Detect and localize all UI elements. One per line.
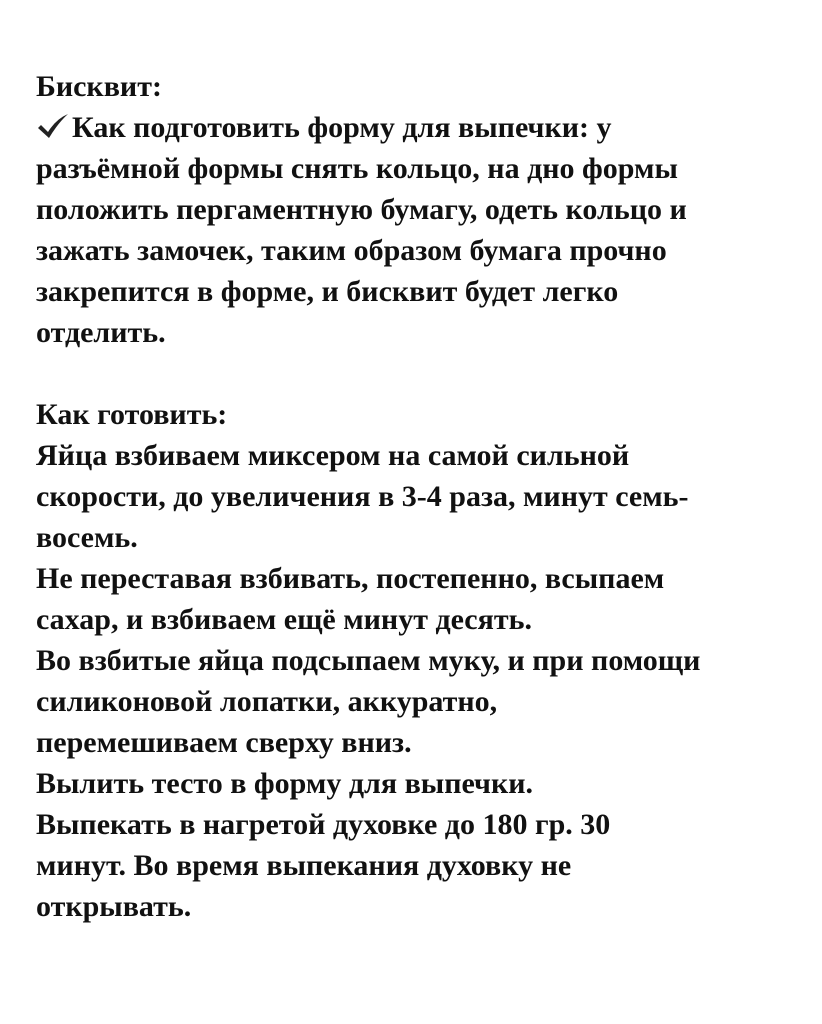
prep-line [36,107,792,148]
prep-line: разъёмной формы снять кольцо, на дно формы [36,152,678,185]
method-line: открывать. [36,890,192,923]
method-line: сахар, и взбиваем ещё минут десять. [36,603,532,636]
method-line: Выпекать в нагретой духовке до 180 гр. 30 [36,808,611,841]
method-line: Вылить тесто в форму для выпечки. [36,767,534,800]
prep-line: положить пергаментную бумагу, одеть кольцо и [36,193,687,226]
prep-text: Как подготовить форму для выпечки: у [72,111,612,144]
section-spacer [36,353,792,394]
prep-line: отделить. [36,316,166,349]
method-line: Яйца взбиваем миксером на самой сильной [36,439,630,472]
prep-line: закрепится в форме, и бисквит будет легко [36,275,619,308]
section-title-sponge: Бисквит: [36,70,162,103]
method-line: скорости, до увеличения в 3-4 раза, минут семь- [36,480,689,513]
method-line: Во взбитые яйца подсыпаем муку, и при помощи [36,644,701,677]
method-line: перемешиваем сверху вниз. [36,726,412,759]
method-line: восемь. [36,521,138,554]
method-line: минут. Во время выпекания духовку не [36,849,572,882]
check-mark-icon [36,113,70,139]
method-line: Не переставая взбивать, постепенно, всыпаем [36,562,665,595]
prep-line: зажать замочек, таким образом бумага прочно [36,234,667,267]
section-title-method: Как готовить: [36,398,228,431]
method-line: силиконовой лопатки, аккуратно, [36,685,498,718]
